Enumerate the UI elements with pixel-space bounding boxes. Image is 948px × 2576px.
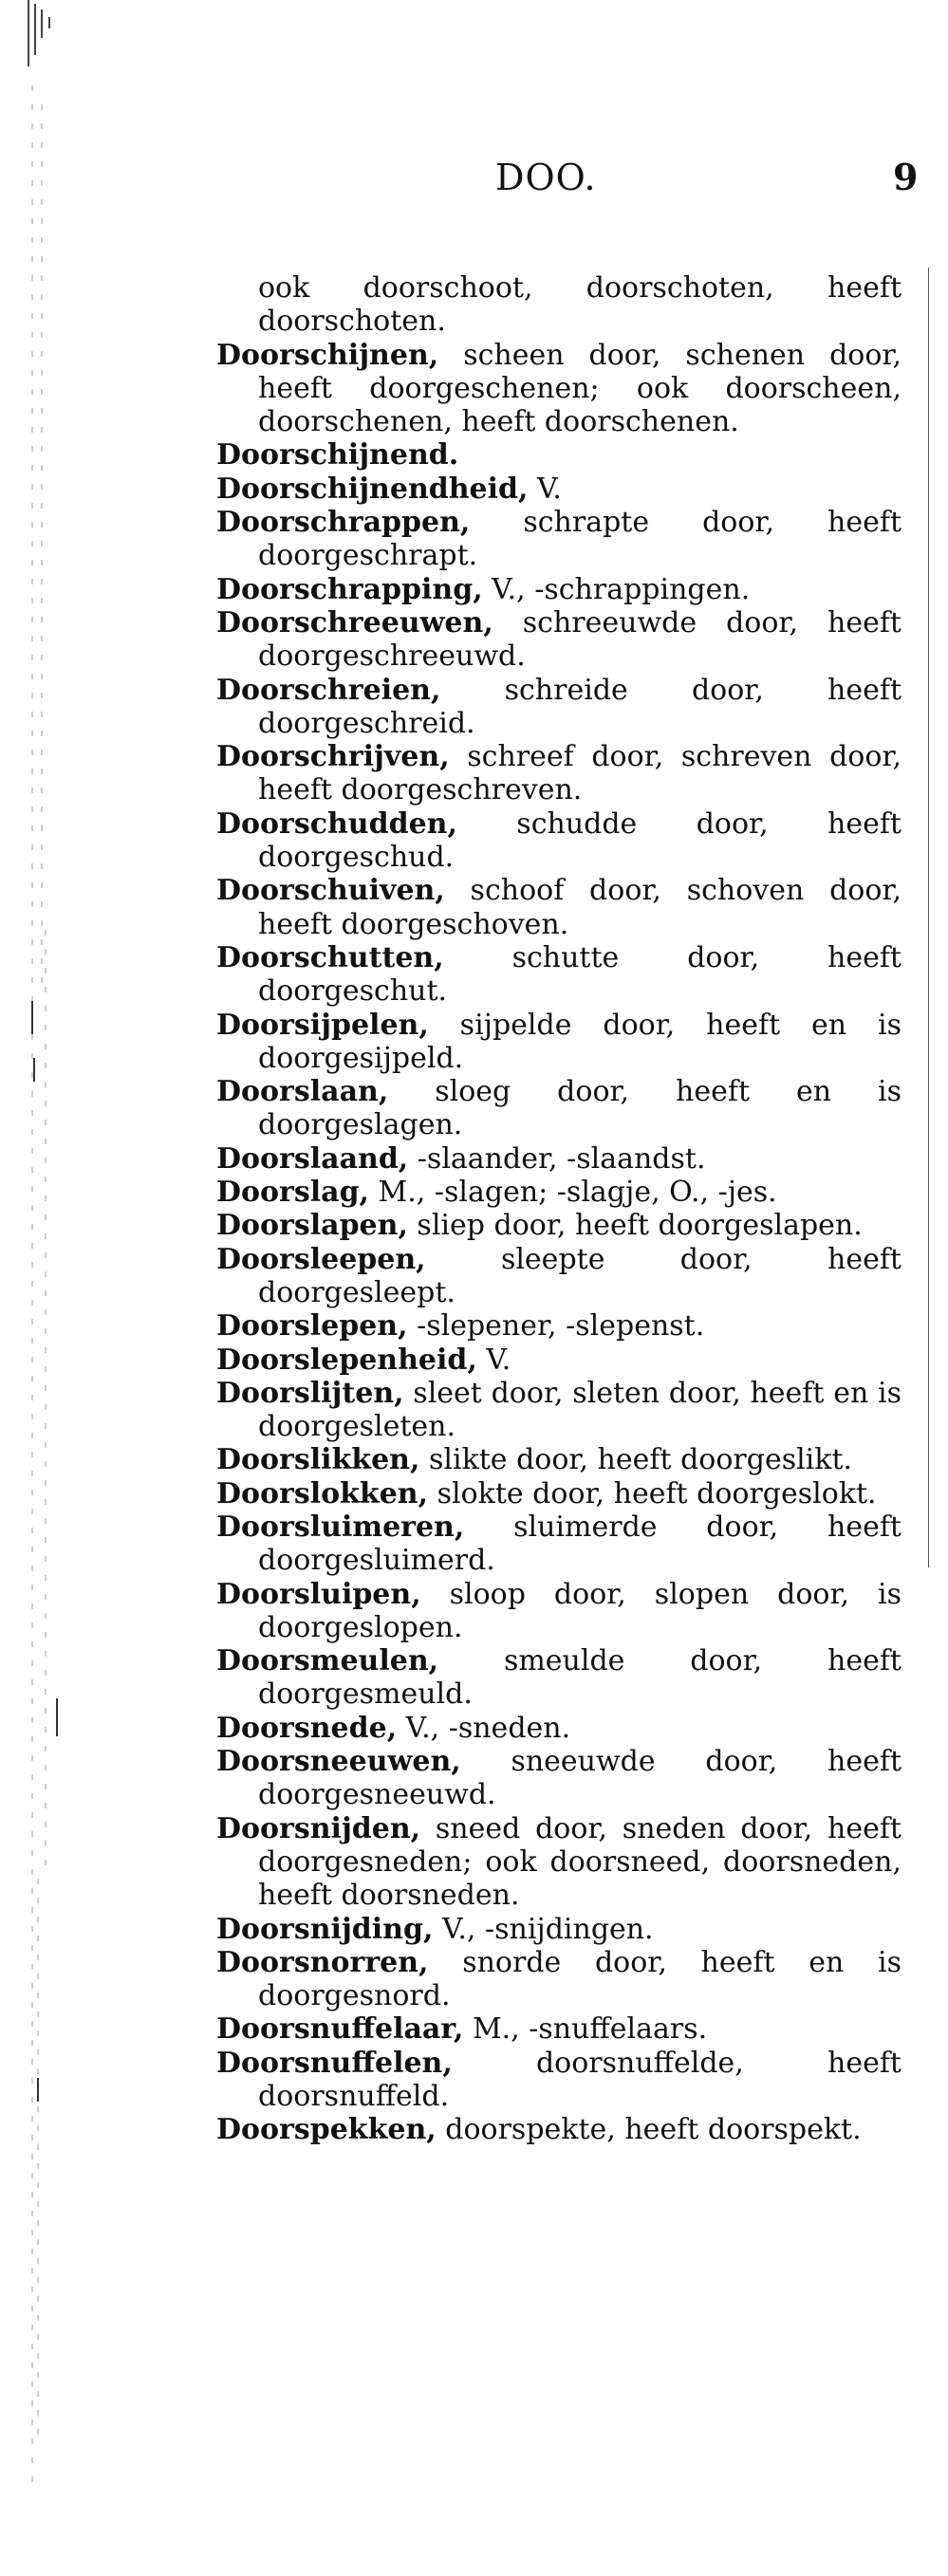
entry-definition: scheen door, schenen door, heeft doorgeschenen; ook doorscheen, doorschenen, heeft doorschenen.: [258, 338, 902, 439]
dictionary-entry: [216, 606, 902, 674]
dictionary-entry: [216, 807, 902, 875]
entry-definition: M., -snuffelaars.: [463, 2012, 708, 2047]
entry-headword: Doorschreien,: [216, 673, 441, 707]
dictionary-entry: [216, 1812, 902, 1913]
column-rule: [928, 268, 929, 1567]
entry-definition: V., -snijdingen.: [433, 1912, 654, 1946]
entry-headword: Doorsnuffelaar,: [216, 2012, 464, 2047]
dictionary-entry: [216, 740, 902, 807]
entry-definition: V., -sneden.: [397, 1711, 571, 1745]
dictionary-entry: [216, 1176, 902, 1209]
dictionary-entry: [216, 506, 902, 573]
dictionary-entry: [216, 339, 902, 439]
dictionary-entry: [216, 473, 902, 506]
entry-headword: Doorsmeulen,: [216, 1644, 439, 1678]
page-number: 9: [893, 159, 919, 195]
entry-definition: sneeuwde door, heeft doorgesneeuwd.: [258, 1745, 902, 1812]
dictionary-entry: [216, 1075, 902, 1142]
dictionary-entry: [216, 1009, 902, 1076]
entry-headword: Doorsnijden,: [216, 1811, 421, 1845]
dictionary-entry: [216, 1946, 902, 2013]
entry-continuation: [216, 271, 902, 339]
entry-headword: Doorslepen,: [216, 1309, 408, 1344]
entry-definition: sloop door, slopen door, is doorgeslopen.: [258, 1577, 902, 1644]
entry-definition: schrapte door, heeft doorgeschrapt.: [258, 506, 902, 573]
entry-definition: -slepener, -slepenst.: [407, 1309, 705, 1344]
dictionary-entry: [216, 1377, 902, 1444]
entry-definition: M., -slagen; -slagje, O., -jes.: [369, 1176, 777, 1210]
dictionary-entry: [216, 1477, 902, 1510]
dictionary-entry: [216, 1209, 902, 1242]
entry-headword: Doorschijnendheid,: [216, 472, 529, 506]
entry-definition: V.: [528, 472, 562, 506]
entry-definition: V.: [476, 1343, 511, 1377]
entry-headword: Doorsluimeren,: [216, 1510, 465, 1544]
entry-headword: Doorschijnend.: [216, 438, 459, 473]
entry-definition: sleet door, sleten door, heeft en is doorgesleten.: [258, 1376, 902, 1444]
entry-definition: slokte door, heeft doorgeslokt.: [428, 1476, 877, 1510]
dictionary-entry: [216, 2012, 902, 2046]
entry-definition: sneed door, sneden door, heeft doorgesneden; ook doorsneed, doorsneden, heeft doorsneden.: [258, 1811, 902, 1913]
entry-definition: V., -schrappingen.: [482, 572, 751, 606]
entry-headword: Doorschrappen,: [216, 506, 471, 540]
entry-headword: Doorsleepen,: [216, 1242, 426, 1276]
dictionary-entry: [216, 573, 902, 606]
entry-headword: Doorsnede,: [216, 1711, 398, 1745]
entry-definition: sijpelde door, heeft en is doorgesijpeld.: [258, 1008, 902, 1075]
dictionary-entry: [216, 1142, 902, 1176]
dictionary-entry: [216, 1578, 902, 1645]
entry-definition: schoof door, schoven door, heeft doorgeschoven.: [258, 874, 902, 941]
entry-definition: snorde door, heeft en is doorgesnord.: [258, 1945, 902, 2013]
page-header: [0, 159, 948, 216]
entry-definition: ook doorschoot, doorschoten, heeft doorschoten.: [258, 271, 902, 339]
entry-definition: schutte door, heeft doorgeschut.: [258, 940, 902, 1009]
scan-edge-marks: [0, 0, 85, 2572]
dictionary-entry: [216, 874, 902, 941]
entry-definition: sloeg door, heeft en is doorgeslagen.: [258, 1075, 902, 1142]
dictionary-entry: [216, 1344, 902, 1377]
entry-headword: Doorslapen,: [216, 1209, 408, 1243]
entry-headword: Doorschrijven,: [216, 740, 450, 774]
entry-headword: Doorsneeuwen,: [216, 1745, 461, 1779]
scan-edge-svg: [0, 0, 85, 2572]
entry-headword: Doorschijnen,: [216, 338, 439, 372]
entry-definition: schreide door, heeft doorgeschreid.: [258, 673, 902, 740]
dictionary-entry: [216, 1644, 902, 1712]
entry-definition: -slaander, -slaandst.: [408, 1141, 706, 1176]
entry-headword: Doorschutten,: [216, 940, 444, 974]
dictionary-entry: [216, 1443, 902, 1476]
entry-headword: Doorslag,: [216, 1176, 369, 1210]
entry-definition: slikte door, heeft doorgeslikt.: [419, 1443, 853, 1477]
dictionary-entry: [216, 1712, 902, 1745]
dictionary-entry: [216, 1309, 902, 1343]
entry-headword: Doorsluipen,: [216, 1577, 421, 1611]
dictionary-entries: [216, 271, 902, 2147]
entry-definition: doorspekte, heeft doorspekt.: [436, 2113, 862, 2147]
entry-headword: Doorslikken,: [216, 1443, 420, 1477]
entry-definition: sluimerde door, heeft doorgesluimerd.: [258, 1510, 902, 1578]
dictionary-entry: [216, 1745, 902, 1812]
entry-headword: Doorsnorren,: [216, 1945, 429, 1979]
entry-definition: schreeuwde door, heeft doorgeschreeuwd.: [258, 605, 902, 674]
entry-headword: Doorsnuffelen,: [216, 2046, 453, 2080]
entry-definition: schudde door, heeft doorgeschud.: [258, 806, 902, 875]
dictionary-entry: [216, 1510, 902, 1578]
dictionary-entry: [216, 1913, 902, 1946]
entry-headword: Doorschreeuwen,: [216, 605, 493, 639]
entry-headword: Doorslepenheid,: [216, 1343, 477, 1377]
entry-headword: Doorsnijding,: [216, 1912, 434, 1946]
entry-headword: Doorschudden,: [216, 806, 457, 841]
entry-headword: Doorslaan,: [216, 1075, 389, 1109]
dictionary-entry: [216, 2047, 902, 2114]
entry-headword: Doorsijpelen,: [216, 1008, 429, 1042]
entry-headword: Doorslijten,: [216, 1376, 404, 1410]
entry-definition: sleepte door, heeft doorgesleept.: [258, 1242, 902, 1309]
entry-definition: sliep door, heeft doorgeslapen.: [407, 1209, 863, 1243]
entry-headword: Doorslokken,: [216, 1476, 429, 1510]
dictionary-entry: [216, 941, 902, 1009]
entry-definition: doorsnuffelde, heeft doorsnuffeld.: [258, 2046, 902, 2114]
entry-headword: Doorslaand,: [216, 1141, 409, 1176]
running-headword: DOO.: [495, 157, 597, 198]
entry-headword: Doorspekken,: [216, 2113, 437, 2147]
dictionary-entry: [216, 1243, 902, 1310]
dictionary-entry: [216, 438, 902, 472]
entry-definition: schreef door, schreven door, heeft doorgeschreven.: [258, 740, 902, 807]
dictionary-entry: [216, 674, 902, 741]
dictionary-entry: [216, 2113, 902, 2146]
entry-headword: Doorschrapping,: [216, 572, 483, 606]
entry-headword: Doorschuiven,: [216, 874, 445, 908]
entry-definition: smeulde door, heeft doorgesmeuld.: [258, 1644, 902, 1712]
